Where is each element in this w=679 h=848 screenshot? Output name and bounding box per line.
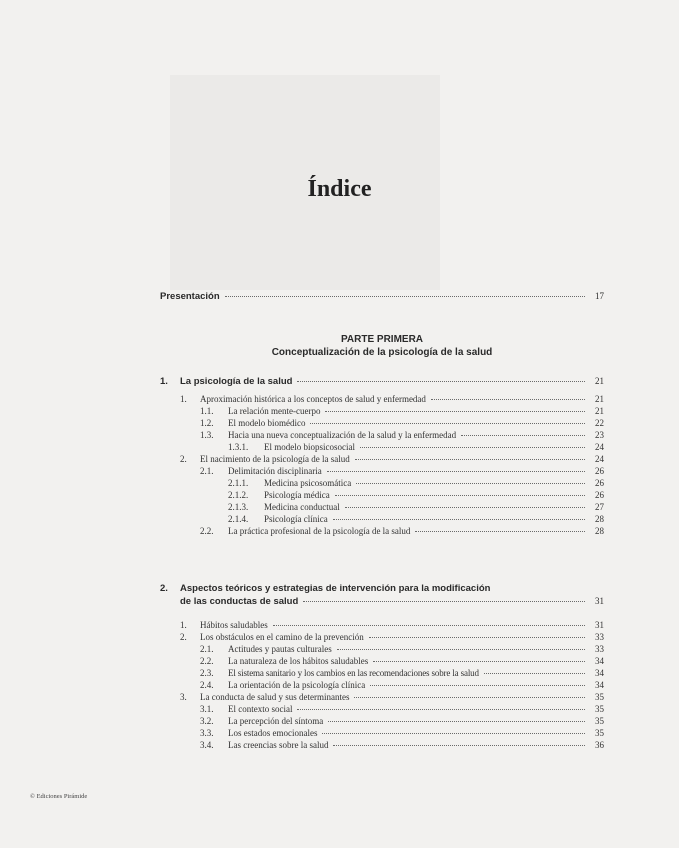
toc-item-number: 2. [180, 632, 187, 642]
toc-item-page: 28 [595, 514, 604, 524]
toc-item [180, 620, 604, 630]
leader-dots [354, 696, 585, 698]
leader-dots [303, 600, 585, 602]
toc-item-number: 2.1.3. [228, 502, 249, 512]
toc-entry-page: 17 [595, 291, 604, 301]
toc-item-number: 1. [180, 620, 187, 630]
toc-item-text: Medicina psicosomática [264, 478, 352, 488]
leader-dots [370, 684, 585, 686]
toc-item-page: 23 [595, 430, 604, 440]
toc-item-text: Actitudes y pautas culturales [228, 644, 332, 654]
toc-item-number: 2.2. [200, 656, 214, 666]
toc-item-page: 35 [595, 692, 604, 702]
toc-item-text: Delimitación disciplinaria [228, 466, 322, 476]
leader-dots [484, 672, 585, 674]
toc-item [228, 502, 604, 512]
toc-item [200, 406, 604, 416]
toc-item-number: 2.1. [200, 644, 214, 654]
leader-dots [322, 732, 585, 734]
toc-item-page: 33 [595, 632, 604, 642]
toc-item-text: Los obstáculos en el camino de la prevención [200, 632, 364, 642]
toc-item-number: 3.3. [200, 728, 214, 738]
chapter-heading [160, 376, 604, 387]
toc-entry-presentation [160, 291, 604, 302]
toc-item-page: 27 [595, 502, 604, 512]
toc-item-number: 3. [180, 692, 187, 702]
toc-item-page: 35 [595, 716, 604, 726]
leader-dots [297, 380, 585, 382]
leader-dots [431, 398, 585, 400]
toc-entry-label: Presentación [160, 291, 220, 302]
toc-item [200, 716, 604, 726]
toc-item-page: 26 [595, 478, 604, 488]
part-number: PARTE PRIMERA [340, 334, 424, 345]
toc-item-number: 1.2. [200, 418, 214, 428]
chapter-title-line2: de las conductas de salud [180, 596, 299, 607]
toc-item-number: 1.1. [200, 406, 214, 416]
leader-dots [360, 446, 585, 448]
toc-item-number: 3.4. [200, 740, 214, 750]
toc-item-number: 2. [180, 454, 187, 464]
leader-dots [345, 506, 585, 508]
toc-item-number: 2.1. [200, 466, 214, 476]
leader-dots [328, 720, 585, 722]
toc-item-text: Hábitos saludables [200, 620, 268, 630]
toc-item-number: 2.1.2. [228, 490, 249, 500]
chapter-number: 2. [160, 583, 168, 594]
toc-item-text: La práctica profesional de la psicología de la salud [228, 526, 411, 536]
leader-dots [225, 295, 585, 297]
leader-dots [335, 494, 585, 496]
toc-item-page: 35 [595, 728, 604, 738]
toc-item-text: El sistema sanitario y los cambios en las recomendaciones sobre la salud [228, 668, 479, 678]
chapter-title: La psicología de la salud [180, 376, 293, 387]
leader-dots [461, 434, 585, 436]
toc-item-page: 33 [595, 644, 604, 654]
leader-dots [333, 518, 585, 520]
toc-item-number: 3.1. [200, 704, 214, 714]
leader-dots [327, 470, 585, 472]
leader-dots [356, 482, 585, 484]
toc-item-text: La percepción del síntoma [228, 716, 324, 726]
toc-item [228, 514, 604, 524]
toc-item-number: 1. [180, 394, 187, 404]
toc-item [200, 418, 604, 428]
toc-item-number: 3.2. [200, 716, 214, 726]
toc-item-page: 21 [595, 394, 604, 404]
toc-item-text: Psicología clínica [264, 514, 328, 524]
leader-dots [310, 422, 585, 424]
toc-item-number: 1.3. [200, 430, 214, 440]
toc-item-number: 2.1.4. [228, 514, 249, 524]
toc-item-text: Medicina conductual [264, 502, 340, 512]
toc-item-text: El nacimiento de la psicología de la salud [200, 454, 350, 464]
toc-item-text: El modelo biomédico [228, 418, 306, 428]
chapter-heading-line1 [160, 583, 604, 594]
toc-item-page: 31 [595, 620, 604, 630]
toc-item-page: 28 [595, 526, 604, 536]
toc-item-page: 21 [595, 406, 604, 416]
toc-item [180, 692, 604, 702]
toc-item-number: 2.1.1. [228, 478, 249, 488]
toc-item-text: El contexto social [228, 704, 293, 714]
toc-item-text: Psicología médica [264, 490, 330, 500]
toc-item-text: Las creencias sobre la salud [228, 740, 329, 750]
toc-item [228, 442, 604, 452]
toc-item-text: La relación mente-cuerpo [228, 406, 321, 416]
toc-item-text: La naturaleza de los hábitos saludables [228, 656, 369, 666]
toc-item [200, 656, 604, 666]
toc-item [200, 644, 604, 654]
publisher-footer: © Ediciones Pirámide [30, 793, 88, 800]
toc-item [228, 490, 604, 500]
leader-dots [369, 636, 585, 638]
toc-item [228, 478, 604, 488]
toc-item-text: La conducta de salud y sus determinantes [200, 692, 350, 702]
toc-item [200, 526, 604, 536]
toc-item [200, 704, 604, 714]
leader-dots [337, 648, 585, 650]
leader-dots [297, 708, 585, 710]
part-name: Conceptualización de la psicología de la salud [271, 347, 493, 358]
toc-item [180, 454, 604, 464]
toc-item-page: 34 [595, 680, 604, 690]
toc-item [200, 740, 604, 750]
toc-item-text: Aproximación histórica a los conceptos de salud y enfermedad [200, 394, 426, 404]
chapter-heading-line2 [180, 596, 604, 607]
page-title: Índice [307, 176, 372, 202]
toc-item-text: La orientación de la psicología clínica [228, 680, 366, 690]
leader-dots [373, 660, 585, 662]
toc-item-page: 22 [595, 418, 604, 428]
toc-item-page: 24 [595, 442, 604, 452]
toc-item-page: 26 [595, 466, 604, 476]
toc-item [200, 680, 604, 690]
toc-item-page: 36 [595, 740, 604, 750]
toc-item-page: 26 [595, 490, 604, 500]
toc-item-page: 34 [595, 668, 604, 678]
toc-item [180, 394, 604, 404]
leader-dots [415, 530, 585, 532]
toc-item-number: 1.3.1. [228, 442, 249, 452]
leader-dots [333, 744, 585, 746]
toc-item-number: 2.2. [200, 526, 214, 536]
toc-item [200, 466, 604, 476]
chapter-page: 21 [595, 376, 604, 386]
chapter-number: 1. [160, 376, 168, 387]
toc-item-page: 35 [595, 704, 604, 714]
toc-item-number: 2.4. [200, 680, 214, 690]
leader-dots [325, 410, 585, 412]
toc-item [200, 728, 604, 738]
toc-item-page: 24 [595, 454, 604, 464]
toc-item-text: Los estados emocionales [228, 728, 318, 738]
chapter-page: 31 [595, 596, 604, 606]
leader-dots [355, 458, 585, 460]
toc-item-number: 2.3. [200, 668, 214, 678]
toc-item-text: Hacia una nueva conceptualización de la salud y la enfermedad [228, 430, 457, 440]
chapter-title-line1: Aspectos teóricos y estrategias de intervención para la modificación [180, 583, 491, 594]
toc-item [200, 668, 604, 678]
toc-item-page: 34 [595, 656, 604, 666]
leader-dots [273, 624, 585, 626]
toc-item [200, 430, 604, 440]
toc-item-text: El modelo biopsicosocial [264, 442, 355, 452]
toc-item [180, 632, 604, 642]
